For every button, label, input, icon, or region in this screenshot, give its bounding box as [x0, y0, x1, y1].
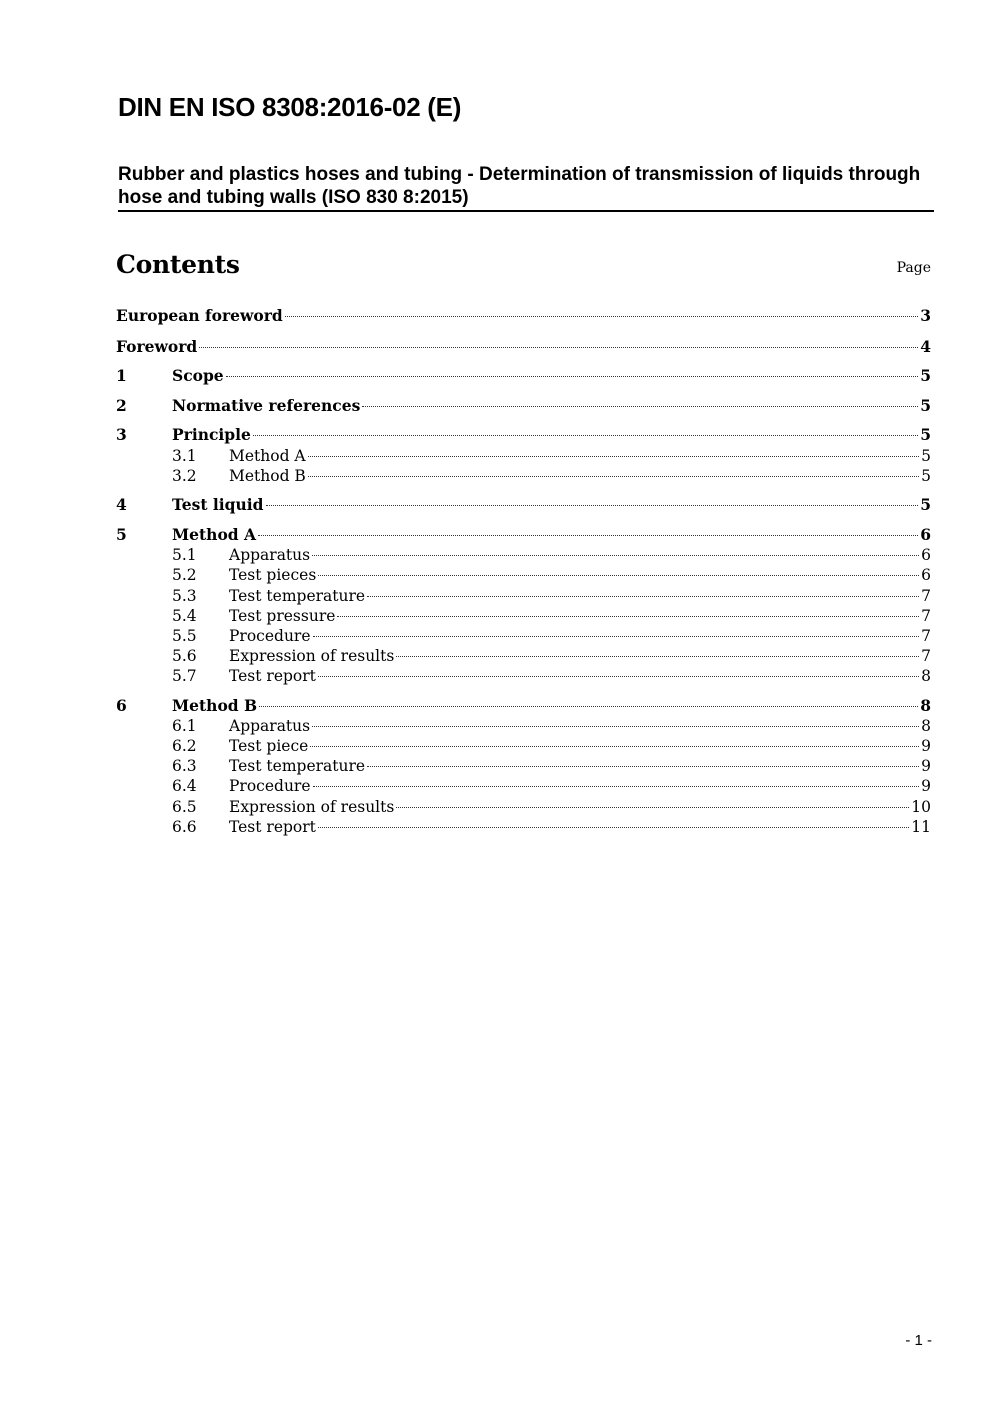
toc-entry-page: 7 — [921, 627, 931, 645]
toc-entry-page: 6 — [921, 566, 931, 584]
toc-entry-page: 8 — [920, 696, 931, 715]
toc-leader — [337, 616, 919, 617]
toc-leader — [318, 827, 909, 828]
document-id: DIN EN ISO 8308:2016-02 (E) — [118, 92, 462, 122]
toc-leader — [258, 535, 918, 536]
toc-entry-page: 5 — [921, 447, 931, 465]
toc-entry-label: Test report — [229, 818, 316, 836]
toc-entry-label: Test temperature — [229, 587, 366, 605]
toc-entry-4[interactable] — [116, 495, 931, 515]
toc-entry-page: 5 — [920, 396, 931, 415]
toc-leader — [312, 555, 919, 556]
toc-entry-label: Method B — [229, 467, 306, 485]
toc-entry-number: 1 — [116, 366, 127, 385]
toc-entry-label: Test report — [229, 667, 316, 685]
toc-entry-label: Apparatus — [229, 546, 311, 564]
toc-leader — [367, 766, 919, 767]
toc-entry-3-2[interactable] — [172, 466, 931, 486]
toc-entry-number: 6 — [116, 696, 127, 715]
toc-entry-label: Test pieces — [229, 566, 317, 584]
toc-entry-page: 4 — [920, 337, 931, 356]
toc-entry-number: 5.1 — [172, 546, 197, 564]
toc-leader — [396, 807, 909, 808]
toc-entry-2[interactable] — [116, 396, 931, 416]
toc-entry-1[interactable] — [116, 366, 931, 386]
footer-page-number: - 1 - — [905, 1332, 932, 1349]
toc-leader — [396, 656, 919, 657]
toc-entry-label: Apparatus — [229, 717, 311, 735]
toc-entry-number: 5 — [116, 525, 127, 544]
toc-entry-european-foreword[interactable] — [116, 306, 931, 326]
toc-entry-number: 3.2 — [172, 467, 197, 485]
toc-entry-page: 5 — [920, 366, 931, 385]
toc-entry-label: Expression of results — [229, 798, 395, 816]
toc-entry-label: Test pressure — [229, 607, 336, 625]
toc-leader — [367, 596, 919, 597]
toc-entry-page: 7 — [921, 607, 931, 625]
toc-entry-number: 5.3 — [172, 587, 197, 605]
toc-leader — [310, 746, 919, 747]
toc-entry-label: Method B — [172, 696, 258, 715]
toc-leader — [318, 676, 919, 677]
toc-entry-number: 6.6 — [172, 818, 197, 836]
toc-entry-number: 4 — [116, 495, 127, 514]
toc-entry-number: 6.2 — [172, 737, 197, 755]
toc-entry-label: Scope — [172, 366, 224, 385]
toc-entry-5-3[interactable] — [172, 586, 931, 606]
toc-entry-label: Procedure — [229, 777, 311, 795]
toc-entry-number: 3.1 — [172, 447, 197, 465]
toc-entry-label: Procedure — [229, 627, 311, 645]
toc-entry-5-2[interactable] — [172, 565, 931, 585]
toc-entry-label: Test liquid — [172, 495, 264, 514]
toc-leader — [199, 347, 918, 348]
toc-entry-foreword[interactable] — [116, 337, 931, 357]
toc-entry-3-1[interactable] — [172, 446, 931, 466]
toc-entry-page: 6 — [920, 525, 931, 544]
toc-entry-5-7[interactable] — [172, 666, 931, 686]
toc-entry-number: 5.7 — [172, 667, 197, 685]
toc-entry-number: 3 — [116, 425, 127, 444]
toc-entry-5-6[interactable] — [172, 646, 931, 666]
toc-entry-page: 8 — [921, 667, 931, 685]
toc-entry-page: 6 — [921, 546, 931, 564]
toc-entry-5-1[interactable] — [172, 545, 931, 565]
toc-entry-label: Method A — [229, 447, 306, 465]
toc-entry-number: 5.6 — [172, 647, 197, 665]
toc-entry-number: 5.5 — [172, 627, 197, 645]
toc-entry-number: 6.3 — [172, 757, 197, 775]
toc-entry-page: 7 — [921, 587, 931, 605]
toc-entry-label: European foreword — [116, 306, 283, 325]
toc-entry-page: 11 — [911, 818, 931, 836]
toc-entry-page: 9 — [921, 777, 931, 795]
toc-entry-6-5[interactable] — [172, 797, 931, 817]
toc-entry-label: Foreword — [116, 337, 198, 356]
toc-entry-page: 5 — [921, 467, 931, 485]
toc-entry-6-2[interactable] — [172, 736, 931, 756]
toc-leader — [285, 316, 918, 317]
toc-entry-5[interactable] — [116, 525, 931, 545]
page-column-label: Page — [896, 260, 931, 276]
toc-entry-6-6[interactable] — [172, 817, 931, 837]
toc-entry-number: 6.1 — [172, 717, 197, 735]
contents-heading: Contents — [116, 250, 240, 279]
toc-leader — [308, 476, 919, 477]
toc-entry-6-4[interactable] — [172, 776, 931, 796]
toc-leader — [312, 726, 919, 727]
toc-leader — [313, 786, 920, 787]
toc-entry-number: 5.4 — [172, 607, 197, 625]
document-title: Rubber and plastics hoses and tubing - Determination of transmission of liquids through hose and tubing walls (ISO 830 8:2015) — [118, 163, 934, 212]
toc-entry-page: 8 — [921, 717, 931, 735]
toc-entry-number: 2 — [116, 396, 127, 415]
toc-leader — [313, 636, 920, 637]
toc-entry-5-5[interactable] — [172, 626, 931, 646]
toc-entry-page: 10 — [911, 798, 931, 816]
toc-leader — [259, 706, 918, 707]
toc-entry-number: 6.5 — [172, 798, 197, 816]
toc-entry-5-4[interactable] — [172, 606, 931, 626]
toc-entry-page: 7 — [921, 647, 931, 665]
toc-leader — [362, 406, 918, 407]
toc-entry-label: Normative references — [172, 396, 361, 415]
toc-entry-page: 9 — [921, 757, 931, 775]
toc-leader — [266, 505, 919, 506]
toc-entry-page: 9 — [921, 737, 931, 755]
toc-entry-number: 6.4 — [172, 777, 197, 795]
toc-entry-label: Expression of results — [229, 647, 395, 665]
toc-entry-page: 3 — [920, 306, 931, 325]
toc-entry-label: Principle — [172, 425, 251, 444]
toc-leader — [308, 456, 919, 457]
toc-entry-label: Test piece — [229, 737, 309, 755]
toc-leader — [226, 376, 919, 377]
toc-entry-label: Test temperature — [229, 757, 366, 775]
toc-entry-page: 5 — [920, 425, 931, 444]
toc-leader — [318, 575, 919, 576]
toc-entry-3[interactable] — [116, 425, 931, 445]
toc-entry-number: 5.2 — [172, 566, 197, 584]
toc-entry-6-1[interactable] — [172, 716, 931, 736]
toc-entry-6[interactable] — [116, 696, 931, 716]
toc-entry-label: Method A — [172, 525, 257, 544]
toc-entry-6-3[interactable] — [172, 756, 931, 776]
toc-leader — [253, 435, 918, 436]
toc-entry-page: 5 — [920, 495, 931, 514]
